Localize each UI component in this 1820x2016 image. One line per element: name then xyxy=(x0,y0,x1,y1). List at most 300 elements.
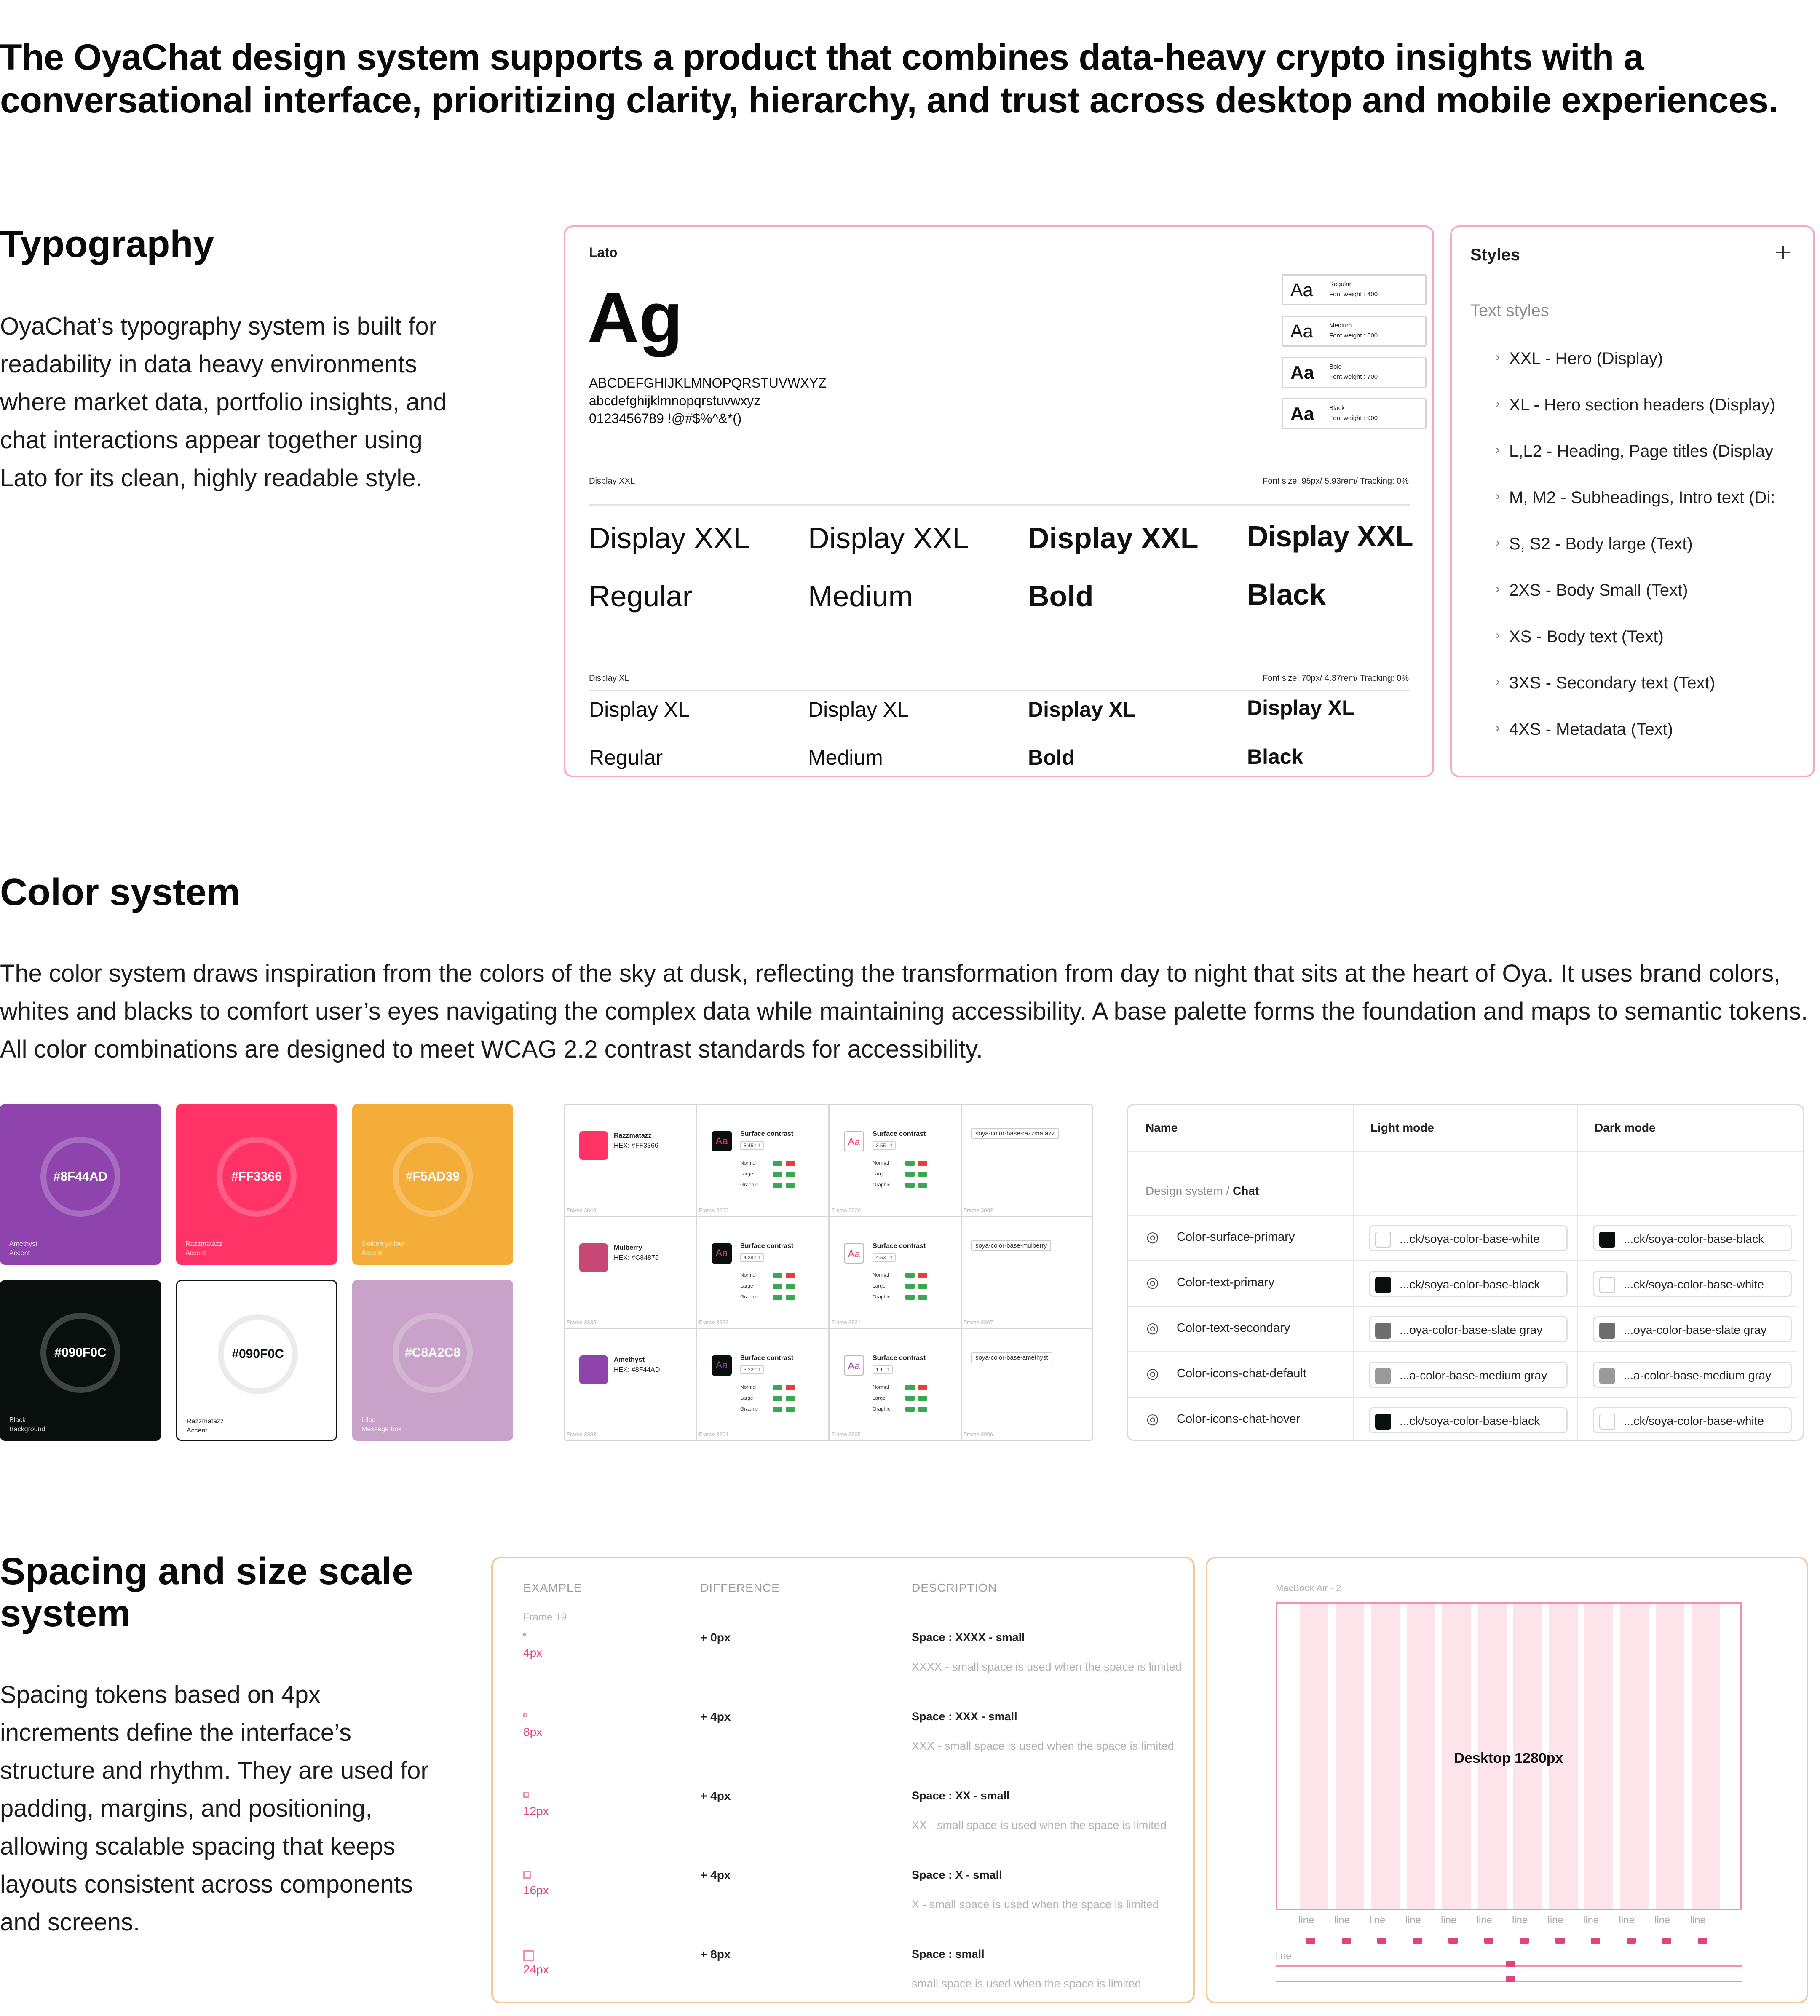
dark-mode-value[interactable] xyxy=(1593,1407,1792,1433)
status-badge xyxy=(786,1295,795,1300)
status-badge xyxy=(786,1284,795,1289)
contrast-title: Surface contrast xyxy=(873,1355,926,1362)
style-item[interactable] xyxy=(1496,581,1688,600)
light-mode-value[interactable] xyxy=(1369,1316,1568,1342)
column-header: Name xyxy=(1146,1121,1178,1134)
spacing-example-label: 12px xyxy=(523,1804,549,1818)
spacing-scale-panel xyxy=(491,1557,1195,2003)
frame-label: Frame 3833 xyxy=(699,1207,729,1213)
contrast-cell xyxy=(565,1105,697,1217)
contrast-sample-icon: Aa xyxy=(712,1355,732,1376)
margin-marker xyxy=(1506,1976,1515,1982)
spacing-example-label: 24px xyxy=(523,1963,549,1976)
style-item[interactable] xyxy=(1496,535,1693,554)
contrast-ratio: 1.1 : 1 xyxy=(873,1365,893,1374)
margin-marker xyxy=(1506,1961,1515,1967)
style-item-label: 2XS - Body Small (Text) xyxy=(1509,581,1688,600)
color-hex: HEX: #8F44AD xyxy=(614,1366,660,1373)
contrast-cell xyxy=(565,1329,697,1441)
contrast-sample-icon: Aa xyxy=(844,1131,864,1151)
status-badge xyxy=(918,1172,927,1177)
grid-line-label: line xyxy=(1547,1914,1563,1926)
contrast-title: Surface contrast xyxy=(740,1355,794,1362)
color-chip xyxy=(579,1355,608,1384)
color-swatch[interactable] xyxy=(352,1280,513,1441)
chevron-right-icon: › xyxy=(1496,350,1500,364)
column-header: Dark mode xyxy=(1595,1121,1656,1134)
style-item[interactable] xyxy=(1496,720,1673,739)
contrast-sample-icon: Aa xyxy=(844,1243,864,1264)
style-item-label: S, S2 - Body large (Text) xyxy=(1509,535,1693,553)
color-chip xyxy=(1375,1323,1391,1339)
dark-mode-value[interactable] xyxy=(1593,1225,1792,1251)
value-label: ...ck/soya-color-base-white xyxy=(1624,1278,1764,1291)
swatch-hex: #090F0C xyxy=(232,1347,284,1361)
typography-specimen-panel xyxy=(564,225,1434,777)
styles-section-label: Text styles xyxy=(1470,301,1549,320)
frame-label: Frame 3804 xyxy=(699,1431,729,1438)
swatch-hex: #C8A2C8 xyxy=(405,1346,460,1360)
contrast-level-label: Graphic xyxy=(740,1406,758,1412)
color-chip xyxy=(1375,1232,1391,1248)
frame-label: Frame 3806 xyxy=(964,1431,993,1438)
grid-line-label: line xyxy=(1690,1914,1706,1926)
display-xl-sample: Display XL xyxy=(1247,696,1355,720)
spacing-example-label: 4px xyxy=(523,1646,543,1659)
color-chip xyxy=(1375,1414,1391,1430)
value-label: ...oya-color-base-slate gray xyxy=(1400,1323,1543,1336)
status-badge xyxy=(918,1396,927,1401)
gutter-marker xyxy=(1627,1938,1636,1944)
contrast-level-label: Large xyxy=(740,1283,753,1289)
color-chip xyxy=(579,1131,608,1160)
gutter-marker xyxy=(1591,1938,1600,1944)
swatch-hex: #FF3366 xyxy=(231,1170,282,1183)
grid-line-label: line xyxy=(1276,1950,1292,1962)
contrast-cell xyxy=(962,1217,1093,1329)
display-xxl-sample: Display XXL xyxy=(1028,522,1199,554)
gutter-marker xyxy=(1306,1938,1315,1944)
plus-icon[interactable] xyxy=(1769,239,1796,266)
color-chip xyxy=(1599,1232,1615,1248)
weight-sample: Aa xyxy=(1290,404,1314,424)
spacing-example-label: 8px xyxy=(523,1725,543,1738)
pass-badge xyxy=(773,1284,782,1289)
display-xl-sample: Display XL xyxy=(808,698,909,721)
style-item[interactable] xyxy=(1496,349,1663,368)
light-mode-value[interactable] xyxy=(1369,1225,1568,1251)
color-name: Razzmatazz xyxy=(614,1132,652,1139)
contrast-sample-icon: Aa xyxy=(712,1131,732,1151)
color-chip xyxy=(1599,1323,1615,1339)
swatch-name: Black xyxy=(9,1416,26,1424)
token-row[interactable] xyxy=(1128,1215,1797,1260)
pass-badge xyxy=(773,1161,782,1166)
frame-label: Frame 19 xyxy=(523,1612,567,1623)
token-name: Color-surface-primary xyxy=(1177,1230,1295,1244)
grid-line-label: line xyxy=(1405,1914,1421,1926)
contrast-level-label: Normal xyxy=(740,1384,757,1390)
pass-badge xyxy=(905,1284,915,1289)
contrast-level-label: Large xyxy=(740,1395,753,1401)
display-xl-label: Display XL xyxy=(589,674,629,683)
pass-badge xyxy=(905,1295,915,1300)
display-xxl-weight: Regular xyxy=(589,580,693,613)
value-label: ...ck/soya-color-base-black xyxy=(1624,1232,1764,1245)
status-badge xyxy=(786,1161,795,1166)
frame-label: Frame 3829 xyxy=(699,1319,729,1325)
contrast-cell xyxy=(697,1105,830,1217)
pass-badge xyxy=(905,1407,915,1412)
status-badge xyxy=(918,1183,927,1188)
contrast-ratio: 3.32 : 1 xyxy=(740,1365,764,1374)
palette-icon: ◎ xyxy=(1146,1411,1159,1427)
spacing-difference: + 4px xyxy=(700,1789,731,1802)
display-xl-weight: Regular xyxy=(589,746,663,769)
uppercase-set: ABCDEFGHIJKLMNOPQRSTUVWXYZ xyxy=(589,375,827,391)
swatch-role: Accent xyxy=(187,1427,207,1434)
token-row[interactable] xyxy=(1128,1306,1797,1351)
contrast-grid xyxy=(564,1104,1093,1441)
status-badge xyxy=(786,1172,795,1177)
token-row[interactable] xyxy=(1128,1260,1797,1306)
chevron-right-icon: › xyxy=(1496,721,1500,735)
contrast-level-label: Graphic xyxy=(873,1406,891,1412)
chevron-right-icon: › xyxy=(1496,535,1500,549)
pass-badge xyxy=(905,1172,915,1177)
contrast-cell xyxy=(697,1217,830,1329)
status-badge xyxy=(918,1295,927,1300)
token-row[interactable] xyxy=(1128,1351,1797,1397)
pass-badge xyxy=(905,1161,915,1166)
grid-line-label: line xyxy=(1298,1914,1314,1926)
layout-grid-panel xyxy=(1206,1557,1808,2003)
contrast-ratio: 4.53 : 1 xyxy=(873,1253,896,1262)
typography-description: OyaChat’s typography system is built for readability in data heavy environments where market data, portfolio insights, and chat interactions appear together using Lato for its clean, highly readable style. xyxy=(0,313,447,492)
contrast-title: Surface contrast xyxy=(873,1130,926,1138)
spacing-example-square xyxy=(523,1792,529,1798)
contrast-cell xyxy=(830,1329,962,1441)
spacing-description: XXXX - small space is used when the space is limited xyxy=(912,1660,1182,1673)
color-hex: HEX: #C84875 xyxy=(614,1254,659,1261)
token-name: Color-icons-chat-hover xyxy=(1177,1412,1301,1426)
contrast-level-label: Normal xyxy=(740,1272,757,1278)
breadcrumb-separator: / xyxy=(1223,1184,1233,1197)
token-name: Color-text-primary xyxy=(1177,1276,1275,1289)
palette-icon: ◎ xyxy=(1146,1274,1159,1290)
contrast-level-label: Normal xyxy=(873,1384,889,1390)
status-badge xyxy=(918,1273,927,1278)
palette-icon: ◎ xyxy=(1146,1320,1159,1336)
color-hex: HEX: #FF3366 xyxy=(614,1142,658,1149)
status-badge xyxy=(918,1385,927,1390)
display-xxl-label: Display XXL xyxy=(589,477,635,486)
dark-mode-value[interactable] xyxy=(1593,1316,1792,1342)
chevron-right-icon: › xyxy=(1496,675,1500,688)
grid-line-label: line xyxy=(1476,1914,1492,1926)
color-swatch[interactable] xyxy=(0,1280,161,1441)
swatch-name: Lilac xyxy=(361,1416,375,1424)
gutter-marker xyxy=(1484,1938,1493,1944)
digits-set: 0123456789 !@#$%^&*() xyxy=(589,411,742,426)
gutter-marker xyxy=(1377,1938,1386,1944)
style-item-label: 4XS - Metadata (Text) xyxy=(1509,720,1673,739)
swatch-hex: #F5AD39 xyxy=(405,1170,460,1183)
intro-statement: The OyaChat design system supports a product that combines data-heavy crypto insights with a conversational interface, prioritizing clarity, hierarchy, and trust across desktop and mobile experiences. xyxy=(0,37,1778,120)
contrast-level-label: Large xyxy=(873,1395,886,1401)
swatch-role: Message box xyxy=(361,1426,402,1433)
column-header: DIFFERENCE xyxy=(700,1581,780,1594)
spacing-description: small space is used when the space is limited xyxy=(912,1977,1141,1990)
display-xl-weight: Black xyxy=(1247,745,1303,768)
token-name: soya-color-base-mulberry xyxy=(971,1240,1051,1251)
pass-badge xyxy=(905,1396,915,1401)
value-label: ...a-color-base-medium gray xyxy=(1400,1369,1547,1382)
contrast-level-label: Large xyxy=(873,1283,886,1289)
color-heading: Color system xyxy=(0,871,241,913)
style-item[interactable] xyxy=(1496,396,1776,415)
chevron-right-icon: › xyxy=(1496,489,1500,503)
color-name: Mulberry xyxy=(614,1244,642,1251)
contrast-ratio: 4.28 : 1 xyxy=(740,1253,764,1262)
weight-sample: Aa xyxy=(1290,362,1314,383)
contrast-sample-icon: Aa xyxy=(844,1355,864,1376)
display-xxl-sample: Display XXL xyxy=(589,522,750,554)
contrast-level-label: Normal xyxy=(873,1160,889,1166)
gutter-marker xyxy=(1698,1938,1707,1944)
display-xl-sample: Display XL xyxy=(1028,698,1136,721)
value-label: ...ck/soya-color-base-black xyxy=(1400,1278,1540,1291)
color-swatch[interactable] xyxy=(0,1104,161,1265)
color-swatch[interactable] xyxy=(352,1104,513,1265)
grid-label: Desktop 1280px xyxy=(1454,1750,1563,1766)
desktop-grid-frame xyxy=(1276,1602,1742,1910)
grid-line-label: line xyxy=(1370,1914,1386,1926)
pass-badge xyxy=(773,1273,782,1278)
typography-heading: Typography xyxy=(0,223,214,265)
style-item-label: L,L2 - Heading, Page titles (Display xyxy=(1509,442,1773,460)
color-chip xyxy=(1375,1368,1391,1384)
contrast-cell xyxy=(697,1329,830,1441)
frame-label: Frame 3821 xyxy=(831,1319,861,1325)
palette-icon: ◎ xyxy=(1146,1229,1159,1245)
spacing-title: Space : small xyxy=(912,1948,985,1960)
contrast-level-label: Graphic xyxy=(740,1294,758,1300)
value-label: ...ck/soya-color-base-black xyxy=(1400,1414,1540,1427)
value-label: ...ck/soya-color-base-white xyxy=(1624,1414,1764,1427)
styles-title: Styles xyxy=(1470,246,1520,264)
style-item-label: 3XS - Secondary text (Text) xyxy=(1509,674,1716,692)
chevron-right-icon: › xyxy=(1496,443,1500,457)
spacing-heading: Spacing and size scale system xyxy=(0,1550,413,1635)
pass-badge xyxy=(773,1183,782,1188)
breadcrumb-parent[interactable]: Design system xyxy=(1146,1184,1223,1197)
swatch-name: Razzmatazz xyxy=(185,1240,223,1248)
gutter-marker xyxy=(1520,1938,1529,1944)
token-row[interactable] xyxy=(1128,1397,1797,1441)
color-swatch[interactable] xyxy=(176,1104,337,1265)
spacing-title: Space : XXXX - small xyxy=(912,1631,1025,1644)
contrast-level-label: Normal xyxy=(873,1272,889,1278)
weight-value: Font weight : 700 xyxy=(1329,373,1378,380)
gutter-marker xyxy=(1448,1938,1458,1944)
swatch-role: Background xyxy=(9,1426,46,1433)
frame-label: Frame 3835 xyxy=(567,1319,597,1325)
light-mode-value[interactable] xyxy=(1369,1271,1568,1297)
contrast-title: Surface contrast xyxy=(873,1242,926,1250)
weight-sample: Aa xyxy=(1290,280,1313,300)
gutter-marker xyxy=(1662,1938,1671,1944)
contrast-ratio: 5.45 : 1 xyxy=(740,1141,764,1150)
swatch-hex: #090F0C xyxy=(54,1346,107,1360)
grid-line-label: line xyxy=(1441,1914,1457,1926)
contrast-title: Surface contrast xyxy=(740,1130,794,1138)
spacing-example-square xyxy=(523,1871,531,1879)
weight-value: Font weight : 400 xyxy=(1329,291,1378,298)
breadcrumb-current: Chat xyxy=(1232,1184,1259,1197)
spacing-description: XXX - small space is used when the space is limited xyxy=(912,1740,1174,1752)
chevron-right-icon: › xyxy=(1496,396,1500,410)
color-chip xyxy=(1599,1277,1615,1293)
status-badge xyxy=(786,1183,795,1188)
status-badge xyxy=(786,1407,795,1412)
chevron-right-icon: › xyxy=(1496,582,1500,596)
breadcrumb xyxy=(1146,1184,1259,1198)
swatch-role: Accent xyxy=(9,1250,30,1257)
weight-value: Font weight : 900 xyxy=(1329,415,1378,422)
frame-label: Frame 3803 xyxy=(567,1431,597,1438)
font-name: Lato xyxy=(589,245,618,260)
color-chip xyxy=(1599,1368,1615,1384)
weight-bold xyxy=(1282,357,1427,388)
display-xl-weight: Bold xyxy=(1028,746,1075,769)
value-label: ...a-color-base-medium gray xyxy=(1624,1369,1772,1382)
swatch-hex: #8F44AD xyxy=(53,1170,108,1183)
contrast-level-label: Graphic xyxy=(873,1182,891,1188)
contrast-ratio: 3.55 : 1 xyxy=(873,1141,896,1150)
swatch-role: Accent xyxy=(361,1250,382,1257)
weight-black xyxy=(1282,398,1427,429)
style-item-label: XS - Body text (Text) xyxy=(1509,627,1664,646)
display-xl-sample: Display XL xyxy=(589,698,690,721)
grid-line-label: line xyxy=(1654,1914,1670,1926)
frame-label: Frame 3820 xyxy=(831,1207,861,1213)
spacing-title: Space : XX - small xyxy=(912,1789,1010,1802)
spacing-description: Spacing tokens based on 4px increments define the interface’s structure and rhythm. They are used for padding, margins, and positioning, allowing scalable spacing that keeps layouts consistent across components and screens. xyxy=(0,1681,429,1936)
spacing-description: X - small space is used when the space is limited xyxy=(912,1898,1159,1911)
spacing-difference: + 8px xyxy=(700,1948,731,1961)
swatch-name: Golden yellow xyxy=(361,1240,404,1248)
light-mode-value[interactable] xyxy=(1369,1362,1568,1388)
token-name: Color-text-secondary xyxy=(1177,1321,1290,1335)
column-header: Light mode xyxy=(1370,1121,1434,1134)
style-item-label: XXL - Hero (Display) xyxy=(1509,349,1663,368)
display-xxl-weight: Medium xyxy=(808,580,913,613)
weight-regular xyxy=(1282,274,1427,305)
frame-label: Frame 3802 xyxy=(964,1207,993,1213)
style-item[interactable] xyxy=(1496,488,1775,507)
font-specimen: Ag xyxy=(587,278,683,358)
pass-badge xyxy=(905,1273,915,1278)
weight-name: Regular xyxy=(1329,281,1352,288)
spacing-title: Space : X - small xyxy=(912,1869,1002,1881)
styles-panel xyxy=(1450,225,1815,777)
display-xxl-weight: Bold xyxy=(1028,580,1094,613)
grid-line-label: line xyxy=(1512,1914,1528,1926)
spacing-difference: + 0px xyxy=(700,1631,731,1644)
tokens-table xyxy=(1127,1104,1804,1441)
contrast-level-label: Large xyxy=(873,1171,886,1177)
contrast-cell xyxy=(830,1217,962,1329)
gutter-marker xyxy=(1413,1938,1422,1944)
grid-line-label: line xyxy=(1334,1914,1350,1926)
weight-medium xyxy=(1282,316,1427,347)
light-mode-value[interactable] xyxy=(1369,1407,1568,1433)
spacing-description: XX - small space is used when the space is limited xyxy=(912,1819,1167,1831)
contrast-cell xyxy=(962,1105,1093,1217)
gutter-marker xyxy=(1555,1938,1565,1944)
display-xxl-spec: Font size: 95px/ 5.93rem/ Tracking: 0% xyxy=(1263,477,1409,486)
chevron-right-icon: › xyxy=(1496,628,1500,642)
color-chip xyxy=(579,1243,608,1272)
token-name: soya-color-base-amethyst xyxy=(971,1352,1052,1363)
color-swatch[interactable] xyxy=(176,1280,337,1441)
spacing-title: Space : XXX - small xyxy=(912,1710,1017,1723)
weight-name: Black xyxy=(1329,404,1345,412)
column-header: DESCRIPTION xyxy=(912,1581,997,1594)
weight-value: Font weight : 500 xyxy=(1329,332,1378,339)
contrast-level-label: Graphic xyxy=(873,1294,891,1300)
display-xxl-weight: Black xyxy=(1247,578,1326,611)
gutter-marker xyxy=(1342,1938,1351,1944)
value-label: ...oya-color-base-slate gray xyxy=(1624,1323,1767,1336)
frame-label: Frame 3805 xyxy=(831,1431,861,1438)
style-item[interactable] xyxy=(1496,442,1773,461)
status-badge xyxy=(786,1396,795,1401)
display-xxl-sample: Display XXL xyxy=(808,522,969,554)
value-label: ...ck/soya-color-base-white xyxy=(1400,1232,1540,1245)
pass-badge xyxy=(773,1172,782,1177)
spacing-example-square xyxy=(523,1713,527,1717)
color-description: The color system draws inspiration from the colors of the sky at dusk, reflecting the transformation from day to night that sits at the heart of Oya. It uses brand colors, whites and blacks to comfort user’s eyes navigating the complex data while maintaining accessibility. A base palette forms the foundation and maps to semantic tokens. All color combinations are designed to meet WCAG 2.2 contrast standards for accessibility. xyxy=(0,960,1808,1063)
dark-mode-value[interactable] xyxy=(1593,1271,1792,1297)
contrast-level-label: Graphic xyxy=(740,1182,758,1188)
pass-badge xyxy=(773,1396,782,1401)
pass-badge xyxy=(773,1295,782,1300)
display-xxl-sample: Display XXL xyxy=(1247,520,1413,553)
status-badge xyxy=(918,1407,927,1412)
weight-sample: Aa xyxy=(1290,321,1313,342)
frame-label: MacBook Air - 2 xyxy=(1276,1583,1341,1593)
weight-name: Bold xyxy=(1329,363,1342,370)
status-badge xyxy=(918,1161,927,1166)
style-item[interactable] xyxy=(1496,674,1716,693)
spacing-example-label: 16px xyxy=(523,1884,549,1897)
contrast-cell xyxy=(962,1329,1093,1441)
swatch-name: Razzmatazz xyxy=(187,1418,224,1425)
pass-badge xyxy=(905,1385,915,1390)
spacing-example-square xyxy=(523,1633,526,1636)
style-item[interactable] xyxy=(1496,627,1664,646)
grid-line-label: line xyxy=(1583,1914,1599,1926)
token-name: soya-color-base-razzmatazz xyxy=(971,1128,1059,1139)
status-badge xyxy=(786,1385,795,1390)
style-item-label: M, M2 - Subheadings, Intro text (Di: xyxy=(1509,488,1775,507)
style-item-label: XL - Hero section headers (Display) xyxy=(1509,396,1776,414)
dark-mode-value[interactable] xyxy=(1593,1362,1792,1388)
color-chip xyxy=(1375,1277,1391,1293)
frame-label: Frame 3807 xyxy=(964,1319,993,1325)
